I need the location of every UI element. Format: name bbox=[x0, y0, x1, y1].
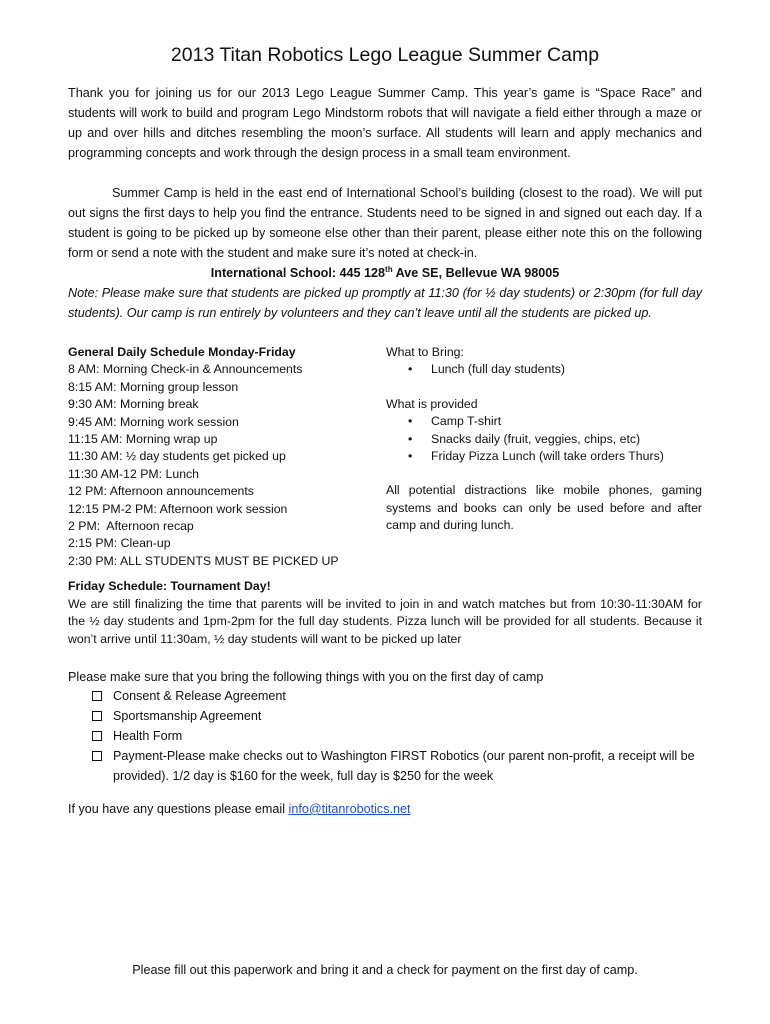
provided-item: • Camp T-shirt bbox=[386, 413, 702, 430]
checklist-label: Payment-Please make checks out to Washington FIRST Robotics (our parent non-profit, a receipt will be provided). 1/2 day is $160 for the week, full day is $250 for the week bbox=[113, 749, 695, 783]
checkbox-icon[interactable] bbox=[92, 731, 102, 741]
email-link[interactable]: info@titanrobotics.net bbox=[288, 802, 411, 816]
pickup-note: Note: Please make sure that students are picked up promptly at 11:30 (for ½ day students) or 2:30pm (for full day students). Our camp is run entirely by volunteers and they can’t leave until all the students are picked up. bbox=[68, 286, 702, 320]
checklist-label: Consent & Release Agreement bbox=[113, 689, 286, 703]
schedule-item: 8 AM: Morning Check-in & Announcements bbox=[68, 362, 303, 377]
contact-text: If you have any questions please email bbox=[68, 802, 289, 816]
checklist-item[interactable] bbox=[68, 686, 702, 706]
bring-item: • Lunch (full day students) bbox=[386, 361, 702, 378]
school-address-prefix: International School: 445 128 bbox=[210, 266, 386, 280]
provided-list bbox=[386, 413, 702, 465]
schedule-heading: General Daily Schedule Monday-Friday bbox=[68, 345, 296, 359]
page-title: 2013 Titan Robotics Lego League Summer Camp bbox=[170, 44, 600, 66]
distractions-text: All potential distractions like mobile phones, gaming systems and books can only be used before and after camp and during lunch. bbox=[386, 483, 702, 533]
schedule-item: 9:45 AM: Morning work session bbox=[68, 414, 239, 429]
school-address bbox=[68, 263, 702, 283]
intro-paragraph: Thank you for joining us for our 2013 Lego League Summer Camp. This year’s game is “Space Race” and students will work to build and program Lego Mindstorm robots that will navigate a field either through a maze or up and over hills and ditches resembling the moon’s surface. All students will learn and apply mechanics and programming concepts and work through the design process in a small team environment. bbox=[68, 86, 702, 160]
bring-heading: What to Bring: bbox=[386, 345, 464, 359]
checklist-label: Health Form bbox=[113, 729, 183, 743]
schedule-item: 11:30 AM-12 PM: Lunch bbox=[68, 466, 200, 481]
schedule-item: 12 PM: Afternoon announcements bbox=[68, 484, 254, 499]
schedule-item: 11:30 AM: ½ day students get picked up bbox=[68, 449, 286, 464]
checkbox-icon[interactable] bbox=[92, 751, 102, 761]
first-day-intro: Please make sure that you bring the following things with you on the first day of camp bbox=[68, 670, 544, 684]
schedule-item: 2 PM: Afternoon recap bbox=[68, 519, 194, 534]
contact-line bbox=[68, 799, 702, 819]
schedule-item: 8:15 AM: Morning group lesson bbox=[68, 379, 239, 394]
school-address-suffix: Ave SE, Bellevue WA 98005 bbox=[392, 266, 560, 280]
checklist-item[interactable] bbox=[68, 746, 702, 786]
friday-heading: Friday Schedule: Tournament Day! bbox=[68, 579, 271, 593]
schedule-item: 11:15 AM: Morning wrap up bbox=[68, 432, 218, 447]
provided-item: • Snacks daily (fruit, veggies, chips, etc) bbox=[386, 431, 702, 448]
daily-schedule bbox=[68, 344, 358, 570]
location-paragraph: Summer Camp is held in the east end of International School’s building (closest to the road). We will put out signs the first days to help you find the entrance. Students need to be signed in and signed out each day. If a student is going to be picked up by someone else other than their parent, please either note this on the following form or send a note with the student and make sure it’s noted at check-in. bbox=[68, 186, 702, 260]
friday-schedule bbox=[68, 578, 702, 648]
checklist-item[interactable] bbox=[68, 706, 702, 726]
schedule-item: 9:30 AM: Morning break bbox=[68, 397, 199, 412]
footer-note: Please fill out this paperwork and bring it and a check for payment on the first day of camp. bbox=[132, 963, 638, 977]
school-address-sup: th bbox=[385, 264, 393, 274]
bring-provided-column bbox=[386, 344, 702, 535]
checklist-label: Sportsmanship Agreement bbox=[113, 709, 262, 723]
provided-heading: What is provided bbox=[386, 396, 478, 411]
friday-text: We are still finalizing the time that parents will be invited to join in and watch matches but from 10:30-11:30AM for the ½ day students and 1pm-2pm for the full day students. Pizza lunch will be provided for all students. Because it won’t arrive until 11:30am, ½ day students will want to be picked up later bbox=[68, 596, 702, 646]
schedule-item: 2:15 PM: Clean-up bbox=[68, 536, 171, 551]
first-day-checklist bbox=[68, 686, 702, 786]
bring-list bbox=[386, 361, 702, 378]
checklist-item[interactable] bbox=[68, 726, 702, 746]
checkbox-icon[interactable] bbox=[92, 711, 102, 721]
provided-item: • Friday Pizza Lunch (will take orders Thurs) bbox=[386, 448, 702, 465]
checkbox-icon[interactable] bbox=[92, 691, 102, 701]
schedule-item: 2:30 PM: ALL STUDENTS MUST BE PICKED UP bbox=[68, 553, 339, 568]
schedule-item: 12:15 PM-2 PM: Afternoon work session bbox=[68, 501, 288, 516]
